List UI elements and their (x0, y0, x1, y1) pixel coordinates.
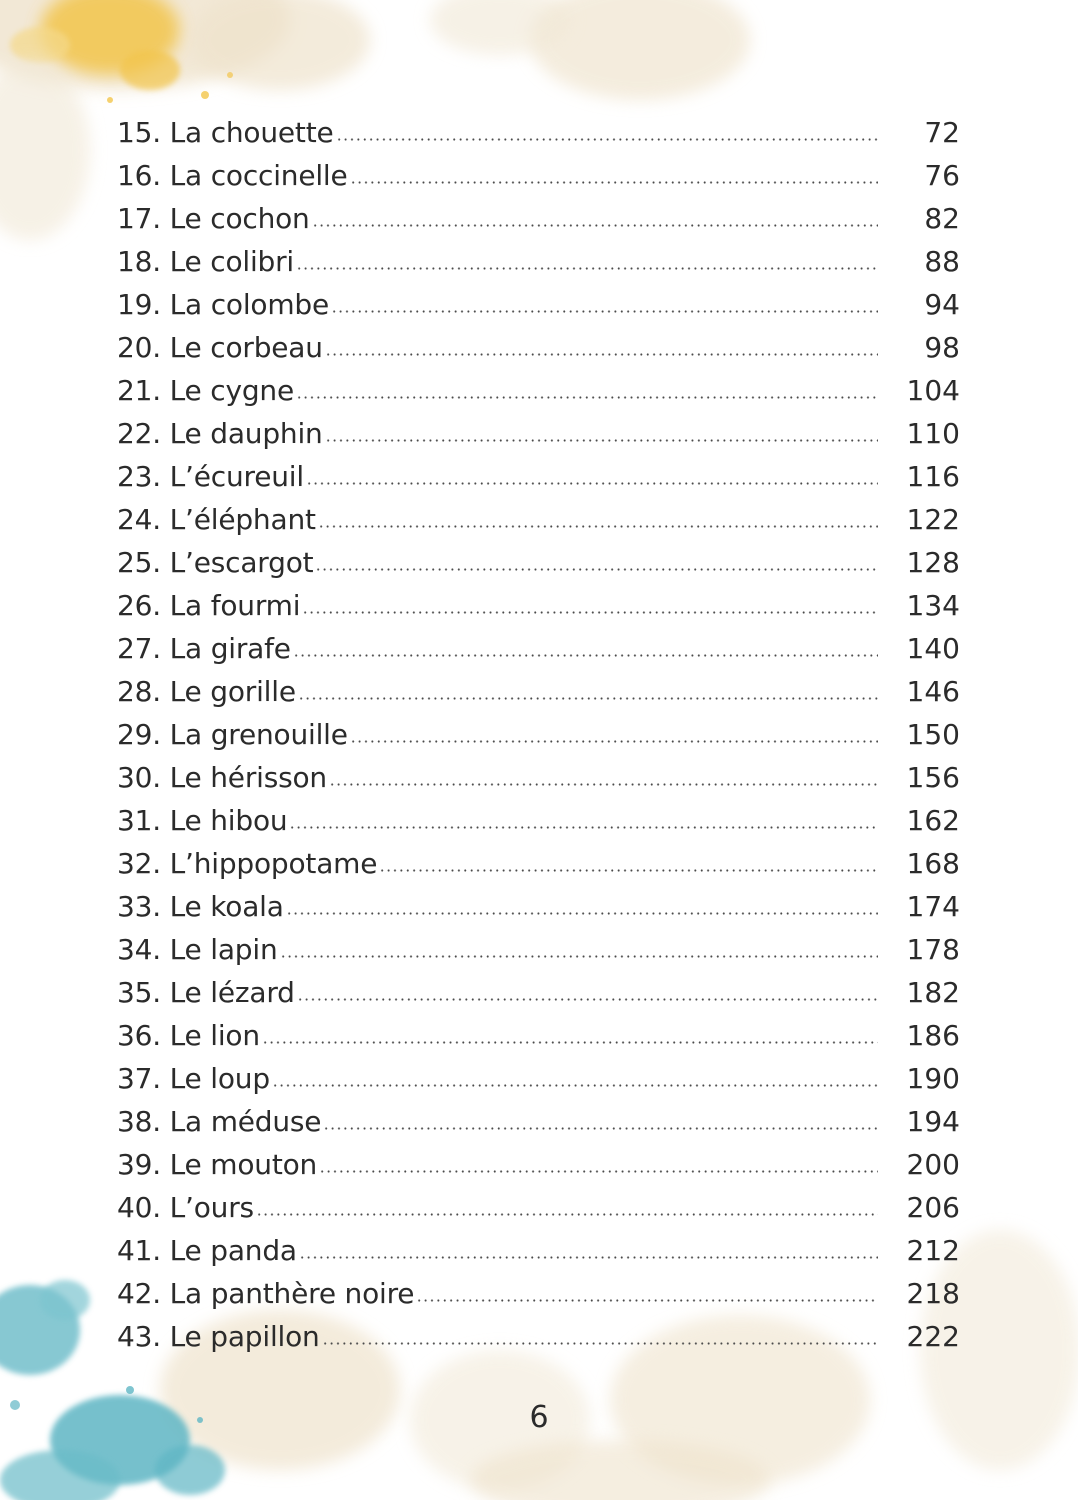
toc-entry-title: 43. Le papillon (117, 1320, 320, 1353)
toc-entry (117, 1143, 960, 1186)
toc-entry-page: 156 (906, 761, 960, 794)
dot-leader (416, 1299, 878, 1302)
toc-entry (117, 1315, 960, 1358)
toc-entry-title: 23. L’écureuil (117, 460, 304, 493)
dot-leader (306, 482, 878, 485)
dot-leader (318, 525, 878, 528)
toc-entry-title: 17. Le cochon (117, 202, 310, 235)
toc-entry (117, 713, 960, 756)
toc-entry-page: 94 (924, 288, 960, 321)
toc-entry-page: 222 (906, 1320, 960, 1353)
toc-entry-page: 206 (906, 1191, 960, 1224)
dot-leader (262, 1041, 878, 1044)
dot-leader (297, 998, 878, 1001)
toc-entry-page: 98 (924, 331, 960, 364)
toc-entry-page: 186 (906, 1019, 960, 1052)
toc-entry-title: 36. Le lion (117, 1019, 260, 1052)
dot-leader (302, 611, 878, 614)
toc-entry (117, 799, 960, 842)
dot-leader (329, 783, 878, 786)
toc-entry-page: 82 (924, 202, 960, 235)
page-number: 6 (529, 1400, 549, 1435)
toc-entry-page: 194 (906, 1105, 960, 1138)
dot-leader (289, 826, 878, 829)
dot-leader (293, 654, 878, 657)
toc-entry-page: 104 (906, 374, 960, 407)
toc-entry-title: 39. Le mouton (117, 1148, 318, 1181)
toc-entry (117, 842, 960, 885)
toc-entry (117, 584, 960, 627)
toc-entry-title: 15. La chouette (117, 116, 334, 149)
toc-entry-title: 24. L’éléphant (117, 503, 316, 536)
toc-entry-page: 134 (906, 589, 960, 622)
toc-entry (117, 670, 960, 713)
toc-entry-title: 41. Le panda (117, 1234, 297, 1267)
toc-entry-title: 34. Le lapin (117, 933, 278, 966)
toc-entry-title: 29. La grenouille (117, 718, 348, 751)
toc-entry (117, 1186, 960, 1229)
toc-entry-title: 33. Le koala (117, 890, 284, 923)
toc-entry-title: 38. La méduse (117, 1105, 322, 1138)
toc-entry-page: 88 (924, 245, 960, 278)
toc-entry (117, 928, 960, 971)
dot-leader (256, 1213, 878, 1216)
toc-entry (117, 541, 960, 584)
toc-entry-page: 122 (906, 503, 960, 536)
toc-entry-title: 19. La colombe (117, 288, 329, 321)
toc-entry (117, 111, 960, 154)
toc-entry-page: 168 (906, 847, 960, 880)
dot-leader (315, 568, 878, 571)
toc-entry (117, 971, 960, 1014)
dot-leader (322, 1342, 878, 1345)
toc-entry (117, 369, 960, 412)
dot-leader (325, 353, 878, 356)
toc-entry (117, 1229, 960, 1272)
dot-leader (272, 1084, 878, 1087)
dot-leader (325, 439, 878, 442)
toc-entry-page: 174 (906, 890, 960, 923)
dot-leader (319, 1170, 878, 1173)
toc-entry-page: 162 (906, 804, 960, 837)
toc-entry-title: 32. L’hippopotame (117, 847, 378, 880)
toc-entry-title: 30. Le hérisson (117, 761, 327, 794)
dot-leader (296, 267, 878, 270)
dot-leader (312, 224, 878, 227)
toc-entry-title: 20. Le corbeau (117, 331, 323, 364)
dot-leader (296, 396, 878, 399)
dot-leader (323, 1127, 878, 1130)
toc-entry (117, 756, 960, 799)
toc-entry-page: 76 (924, 159, 960, 192)
toc-entry-page: 212 (906, 1234, 960, 1267)
toc-entry-page: 218 (906, 1277, 960, 1310)
toc-entry-page: 110 (906, 417, 960, 450)
toc-entry-title: 21. Le cygne (117, 374, 294, 407)
toc-entry-title: 16. La coccinelle (117, 159, 348, 192)
toc-entry-page: 178 (906, 933, 960, 966)
toc-entry-page: 190 (906, 1062, 960, 1095)
dot-leader (336, 138, 878, 141)
toc-entry (117, 1014, 960, 1057)
toc-entry-page: 200 (906, 1148, 960, 1181)
toc-entry (117, 627, 960, 670)
toc-entry-page: 72 (924, 116, 960, 149)
table-of-contents (117, 111, 960, 1358)
toc-entry-title: 18. Le colibri (117, 245, 295, 278)
toc-entry-page: 150 (906, 718, 960, 751)
toc-entry-page: 128 (906, 546, 960, 579)
toc-entry (117, 412, 960, 455)
toc-entry-title: 40. L’ours (117, 1191, 254, 1224)
toc-entry-title: 26. La fourmi (117, 589, 301, 622)
toc-entry-title: 25. L’escargot (117, 546, 314, 579)
toc-entry (117, 283, 960, 326)
toc-entry-title: 22. Le dauphin (117, 417, 323, 450)
toc-entry-page: 140 (906, 632, 960, 665)
dot-leader (350, 740, 878, 743)
toc-entry (117, 1272, 960, 1315)
toc-entry-title: 27. La girafe (117, 632, 291, 665)
dot-leader (379, 869, 878, 872)
dot-leader (299, 1256, 878, 1259)
beige-splash-top-right (430, 0, 750, 100)
dot-leader (350, 181, 878, 184)
toc-entry-title: 37. Le loup (117, 1062, 270, 1095)
dot-leader (298, 697, 878, 700)
dot-leader (280, 955, 878, 958)
toc-entry (117, 240, 960, 283)
toc-entry-title: 31. Le hibou (117, 804, 288, 837)
dot-leader (331, 310, 878, 313)
toc-entry (117, 326, 960, 369)
toc-entry-page: 116 (906, 460, 960, 493)
toc-entry (117, 1057, 960, 1100)
toc-entry (117, 455, 960, 498)
toc-entry (117, 1100, 960, 1143)
toc-entry-title: 42. La panthère noire (117, 1277, 415, 1310)
toc-entry-title: 28. Le gorille (117, 675, 296, 708)
toc-entry (117, 498, 960, 541)
toc-entry (117, 885, 960, 928)
toc-entry (117, 197, 960, 240)
toc-entry-page: 146 (906, 675, 960, 708)
dot-leader (286, 912, 878, 915)
toc-entry-title: 35. Le lézard (117, 976, 295, 1009)
toc-entry (117, 154, 960, 197)
toc-entry-page: 182 (906, 976, 960, 1009)
